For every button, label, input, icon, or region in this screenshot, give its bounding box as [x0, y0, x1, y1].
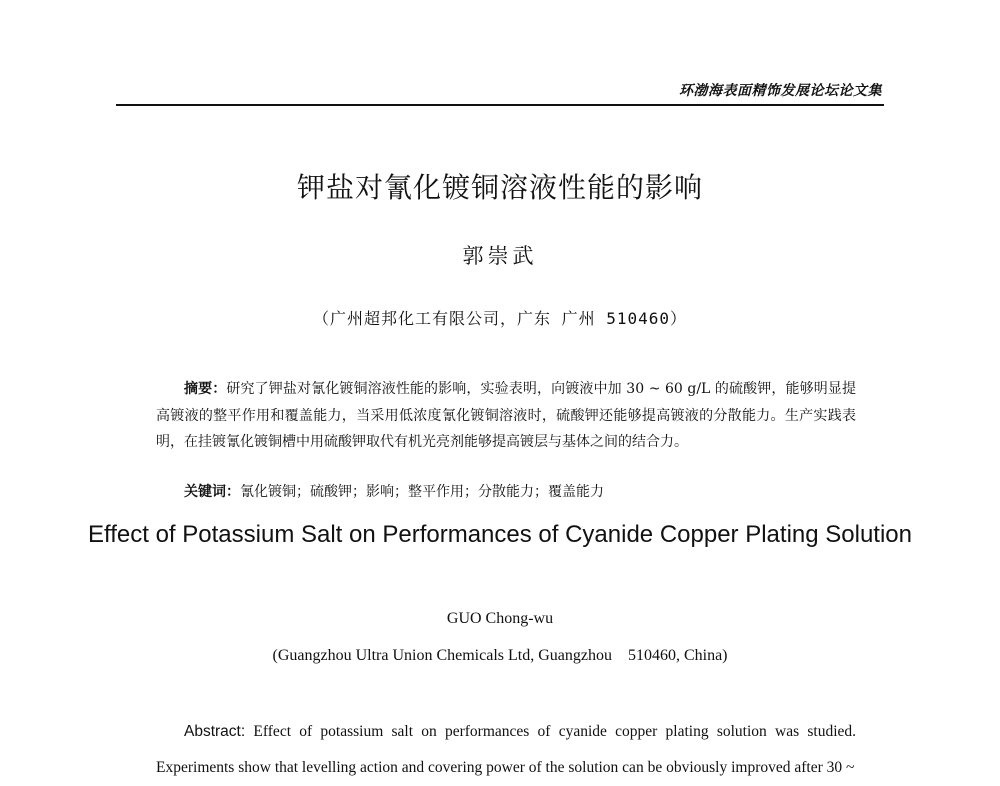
chinese-affiliation: （广州超邦化工有限公司，广东 广州 510460）	[312, 309, 688, 328]
chinese-abstract	[156, 376, 856, 456]
chinese-keywords-text: 氰化镀铜；硫酸钾；影响；整平作用；分散能力；覆盖能力	[240, 484, 604, 500]
header-rule	[116, 104, 884, 106]
english-abstract-label: Abstract:	[184, 723, 246, 740]
chinese-keywords	[184, 481, 604, 501]
chinese-abstract-label: 摘要：	[184, 381, 227, 397]
chinese-keywords-label: 关键词：	[184, 484, 240, 500]
english-abstract-text: Effect of potassium salt on performances of cyanide copper plating solution was studied. Experiments show that levelling action and covering power of the solution can be obviously improved after 30 ~	[156, 723, 857, 776]
chinese-title: 钾盐对氰化镀铜溶液性能的影响	[296, 171, 703, 204]
chinese-abstract-text: 研究了钾盐对氰化镀铜溶液性能的影响，实验表明，向镀液中加 30 ~ 60 g/L 的硫酸钾，能够明显提高镀液的整平作用和覆盖能力，当采用低浓度氰化镀铜溶液时，硫酸钾还能够提高镀液的分散能力。生产实践表明，在挂镀氰化镀铜槽中用硫酸钾取代有机光亮剂能够提高镀层与基体之间的结合力。	[156, 381, 857, 450]
english-author: GUO Chong-wu	[446, 610, 554, 627]
english-title: Effect of Potassium Salt on Performances of Cyanide Copper Plating Solution	[87, 521, 912, 548]
chinese-author: 郭崇武	[462, 244, 538, 268]
running-header: 环渤海表面精饰发展论坛论文集	[679, 83, 882, 99]
english-abstract	[156, 714, 856, 786]
english-affiliation: (Guangzhou Ultra Union Chemicals Ltd, Guangzhou 510460, China)	[272, 647, 728, 664]
